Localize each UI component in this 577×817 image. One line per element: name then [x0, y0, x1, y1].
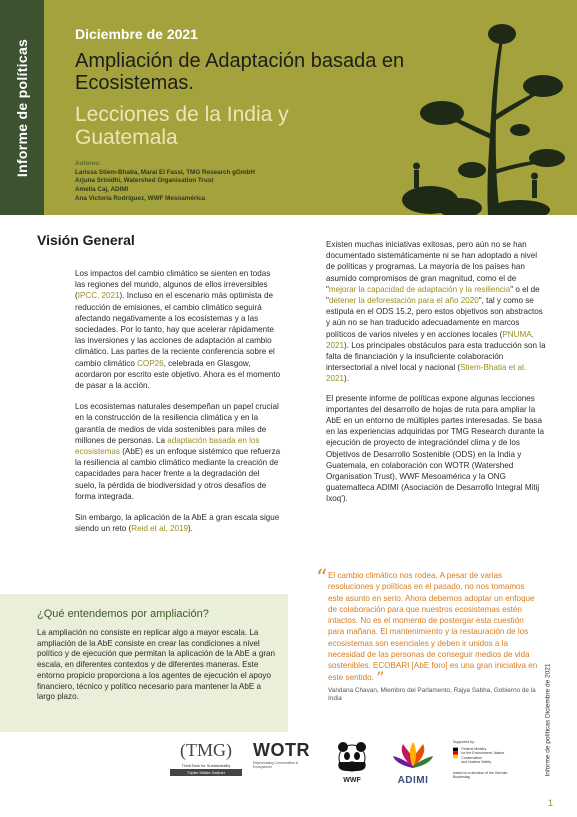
right-column: [326, 239, 548, 513]
tmg-logo-bar: Töpfer Müller Gaßner: [170, 769, 242, 776]
paragraph: Los impactos del cambio climático se sienten en todas las regiones del mundo, algunos de ellos irreversibles (IPCC, 2021). Incluso en el escenario más optimista de reducción de emisiones, el cambio climático seguirá afectando negativamente a los ecosistemas y a las sociedades. Por lo tanto, hay que acelerar rápidamente las inversiones y las acciones de adaptación al cambio climático. Las partes de la reciente conferencia sobre el cambio climático COP26, celebrada en Glasgow, acordaron por escrito este objetivo. Ahora es el momento de pasar a la acción.: [75, 269, 281, 391]
side-tab: [0, 0, 44, 215]
wotr-logo: [253, 740, 315, 769]
paragraph: Los ecosistemas naturales desempeñan un papel crucial en la construcción de la resiliencia climática y en la garantía de medios de vida sostenibles para miles de millones de personas. La adaptación basada en los ecosistemas (AbE) es un enfoque sistémico que refuerza la resiliencia al cambio climático mediante la creación de capacidades para hacer frente a la degradación del suelo, la pérdida de biodiversidad y otros desafíos de forma integrada.: [75, 402, 281, 501]
author-line: Amelia Caj, ADIMI: [75, 186, 129, 194]
section-heading: Visión General: [37, 232, 135, 248]
page-title: Ampliación de Adaptación basada en Ecosistemas.: [75, 50, 405, 94]
tmg-logo: [170, 740, 242, 776]
quote-attribution: Vandana Chavan, Miembro del Parlamento, Rajya Sabha, Gobierno de la India: [328, 686, 536, 703]
header-band: [0, 0, 577, 215]
footer-vertical-label: Informe de políticas Diciembre de 2021: [544, 663, 552, 777]
tmg-logo-mark: (TMG): [180, 740, 232, 760]
reference-link[interactable]: Stiem-Bhatia et al. 2021: [326, 363, 527, 384]
tmg-logo-tagline: ThinkTank for Sustainability: [181, 763, 231, 768]
quote-text: [328, 570, 538, 687]
left-column: [37, 232, 282, 544]
quote-body: El cambio climático nos rodea. A pesar de varias resoluciones y políticas en el pasado, no nos tomamos este asunto en serio. Ahora debemos adoptar un enfoque de colaboración para que nuestros ecosistemas estén intactos. No es el momento de postergar esta cuestión para mañana. El mantenimiento y la restauración de los ecosistemas son esenciales y deben ir unidos a la necesidad de las personas de conseguir medios de vida sostenibles. ECOBARI [AbE foro] es una gran iniciativa en este sentido.: [328, 571, 538, 682]
bmu-logo: [453, 740, 519, 780]
panda-icon: [330, 740, 374, 772]
pull-quote: [316, 566, 538, 704]
adimi-logo: [385, 740, 441, 786]
reference-link[interactable]: COP26: [137, 358, 164, 368]
author-line: Arjuna Srinidhi, Watershed Organisation Trust: [75, 177, 214, 185]
definition-box: [0, 594, 288, 732]
author-line: Larissa Stiem-Bhatia, Marai El Fassi, TMG Research gGmbH: [75, 168, 255, 176]
flower-icon: [385, 740, 441, 770]
authors-block: [75, 160, 255, 204]
bmu-line: Federal Ministry: [461, 746, 487, 751]
paragraph: El presente informe de políticas expone algunas lecciones importantes del desarrollo de hojas de ruta para ampliar la AbE en un entorno de múltiples partes interesadas. Se basa en las experiencias adquiridas por TMG Research durante la ejecución de proyecto de integracióndel clima y de los Objetivos de Desarrollo Sostenible (ODS) en la India y Guatemala, en colaboración con WOTR (Watershed Organisation Trust), WWF Mesoamérica y la ONG guatemalteca ADIMI (Asociación de Desarrollo Integral Mitij Ixoq').: [326, 393, 545, 504]
wotr-logo-mark: WOTR: [253, 740, 310, 760]
open-quote-mark: “: [316, 566, 328, 591]
bmu-line: Supported by:: [453, 740, 475, 744]
wotr-logo-tagline: Rejuvenating Communities & Ecosystems: [253, 761, 299, 769]
side-tab-label: Informe de políticas: [14, 38, 30, 178]
bmu-line: based on a decision of the German Bundestag: [453, 770, 508, 779]
page-subtitle: Lecciones de la India y Guatemala: [75, 103, 289, 149]
authors-label: Autores:: [75, 160, 101, 167]
reference-link[interactable]: mejorar la capacidad de adaptación y la resiliencia: [328, 284, 511, 294]
bmu-line: and Nuclear Safety: [461, 760, 492, 764]
close-quote-mark: ”: [376, 667, 385, 687]
bmu-line: for the Environment, Nature Conservation: [461, 751, 505, 760]
reference-link[interactable]: detener la deforestación para el año 2020: [328, 296, 479, 306]
author-line: Ana Victoria Rodríguez, WWF Mesoamérica: [75, 194, 206, 202]
german-flag-icon: [453, 747, 458, 759]
reference-link[interactable]: Reid et al, 2019: [131, 524, 188, 534]
tree-illustration: [400, 20, 570, 215]
paragraph: Existen muchas iniciativas exitosas, pero aún no se han documentado sistemáticamente ni se han adoptado a nivel de políticas y programas. La mayoría de los países han asumido compromisos de gran magnitud, como el de "mejorar la capacidad de adaptación y la resiliencia" o el de "detener la deforestación para el año 2020", tal y como se estipula en el ODS 15.2, pero estos objetivos son abstractos y aún no se han traducido adecuadamente en marcos políticos de varios niveles y en acciones locales (PNUMA, 2021). Los principales obstáculos para esta traducción son la falta de financiación y la insuficiente colaboración intersectorial a nivel local y nacional (Stiem-Bhatia et al. 2021).: [326, 240, 546, 384]
box-title: ¿Qué entendemos por ampliación?: [37, 608, 209, 620]
adimi-logo-label: ADIMI: [397, 775, 429, 786]
page-number: 1: [548, 798, 554, 808]
wwf-logo: [330, 740, 374, 784]
issue-date: Diciembre de 2021: [75, 26, 198, 42]
reference-link[interactable]: adaptación basada en los ecosistemas: [75, 435, 260, 457]
reference-link[interactable]: PNUMA, 2021: [326, 329, 534, 350]
reference-link[interactable]: IPCC, 2021: [77, 291, 120, 301]
wwf-logo-label: WWF: [343, 777, 361, 784]
partner-logos: [170, 740, 520, 790]
box-text: La ampliación no consiste en replicar algo a mayor escala. La ampliación de la AbE consiste en crear las condiciones a nivel político y de ejecución que permitan la aplicación de la AbE a gran escala, en diferentes contextos y de diferentes maneras. Este entorno propicio proporciona a los agentes de ejecución el apoyo financiero, técnico y político necesario para mantener la AbE a largo plazo.: [37, 628, 276, 702]
paragraph: Sin embargo, la aplicación de la AbE a gran escala sigue siendo un reto (Reid et al, 2019).: [75, 513, 280, 534]
